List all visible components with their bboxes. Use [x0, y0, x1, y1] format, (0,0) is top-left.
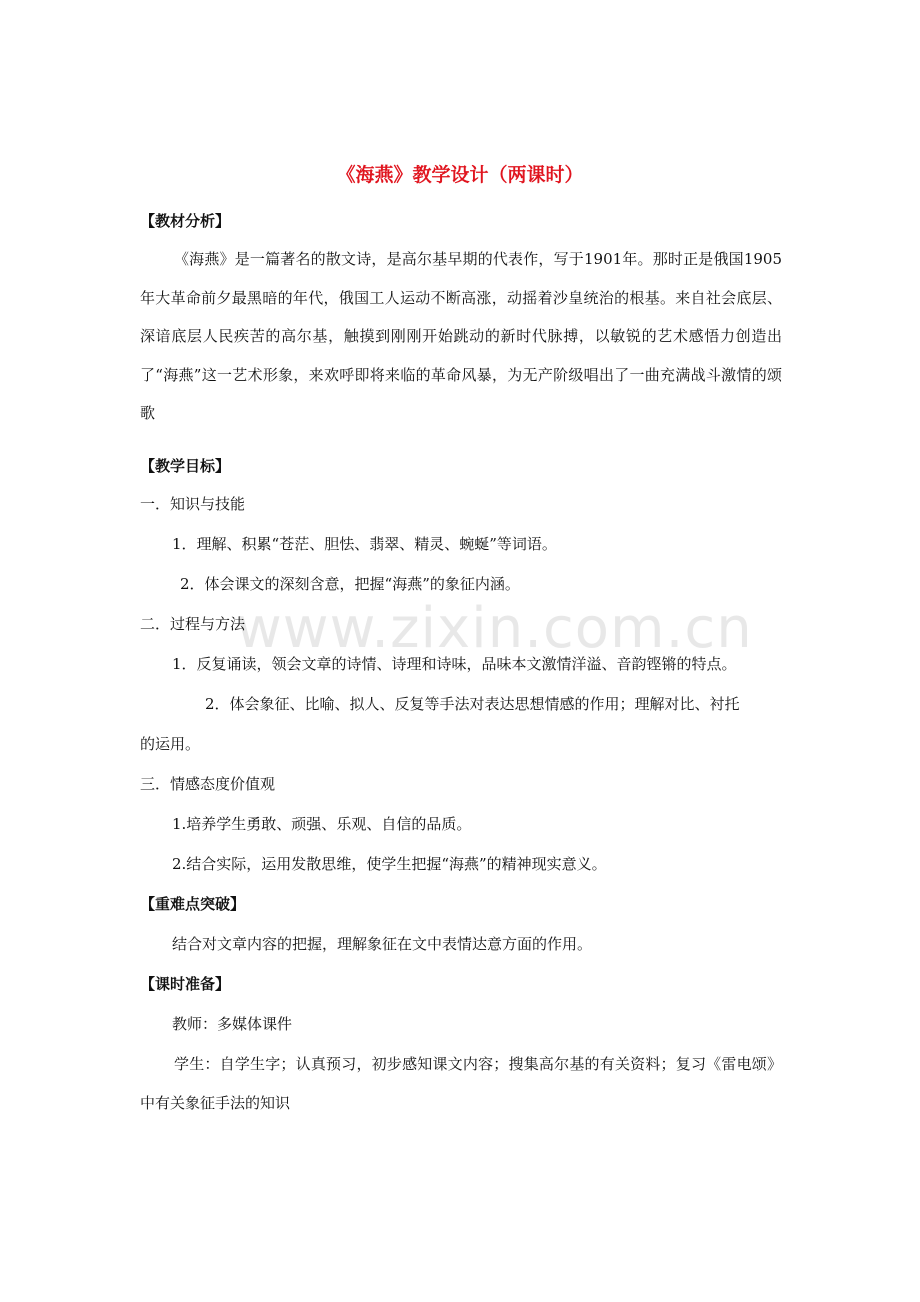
goal-1-title: 一．知识与技能 [140, 495, 246, 513]
section-heading-goals: 【教学目标】 [140, 457, 231, 475]
document-title: 《海燕》教学设计（两课时） [336, 164, 584, 186]
goal-1-item-1: 1．理解、积累“苍茫、胆怯、翡翠、精灵、蜿蜒”等词语。 [172, 535, 557, 553]
goal-2-item-2-line-1: 2．体会象征、比喻、拟人、反复等手法对表达思想情感的作用；理解对比、衬托 [205, 695, 740, 713]
prep-student: 学生：自学生字；认真预习，初步感知课文内容；搜集高尔基的有关资料；复习《雷电颂》中有关象征手法的知识 [140, 1055, 782, 1112]
keypoints-text: 结合对文章内容的把握，理解象征在文中表情达意方面的作用。 [172, 935, 593, 953]
section-heading-analysis: 【教材分析】 [140, 212, 231, 230]
goal-3-item-2: 2.结合实际，运用发散思维，使学生把握“海燕”的精神现实意义。 [172, 855, 607, 873]
goal-2-item-1: 1．反复诵读，领会文章的诗情、诗理和诗味，品味本文激情洋溢、音韵铿锵的特点。 [172, 655, 737, 673]
watermark: www.zixin.com.cn [236, 596, 753, 661]
analysis-paragraph: 《海燕》是一篇著名的散文诗，是高尔基早期的代表作，写于1901年。那时正是俄国1905年大革命前夕最黑暗的年代，俄国工人运动不断高涨，动摇着沙皇统治的根基。来自社会底层、深谙底层人民疾苦的高尔基，触摸到刚刚开始跳动的新时代脉搏，以敏锐的艺术感悟力创造出了“海燕”这一艺术形象，来欢呼即将来临的革命风暴，为无产阶级唱出了一曲充满战斗激情的颂歌 [140, 250, 782, 422]
section-heading-keypoints: 【重难点突破】 [140, 895, 246, 913]
section-heading-prep: 【课时准备】 [140, 975, 231, 993]
prep-teacher: 教师：多媒体课件 [172, 1015, 293, 1033]
goal-2-item-2-line-2: 的运用。 [140, 735, 201, 753]
goal-2-title: 二．过程与方法 [140, 615, 246, 633]
goal-3-title: 三．情感态度价值观 [140, 775, 276, 793]
goal-3-item-1: 1.培养学生勇敢、顽强、乐观、自信的品质。 [172, 815, 472, 833]
goal-1-item-2: 2．体会课文的深刻含意，把握“海燕”的象征内涵。 [180, 575, 520, 593]
